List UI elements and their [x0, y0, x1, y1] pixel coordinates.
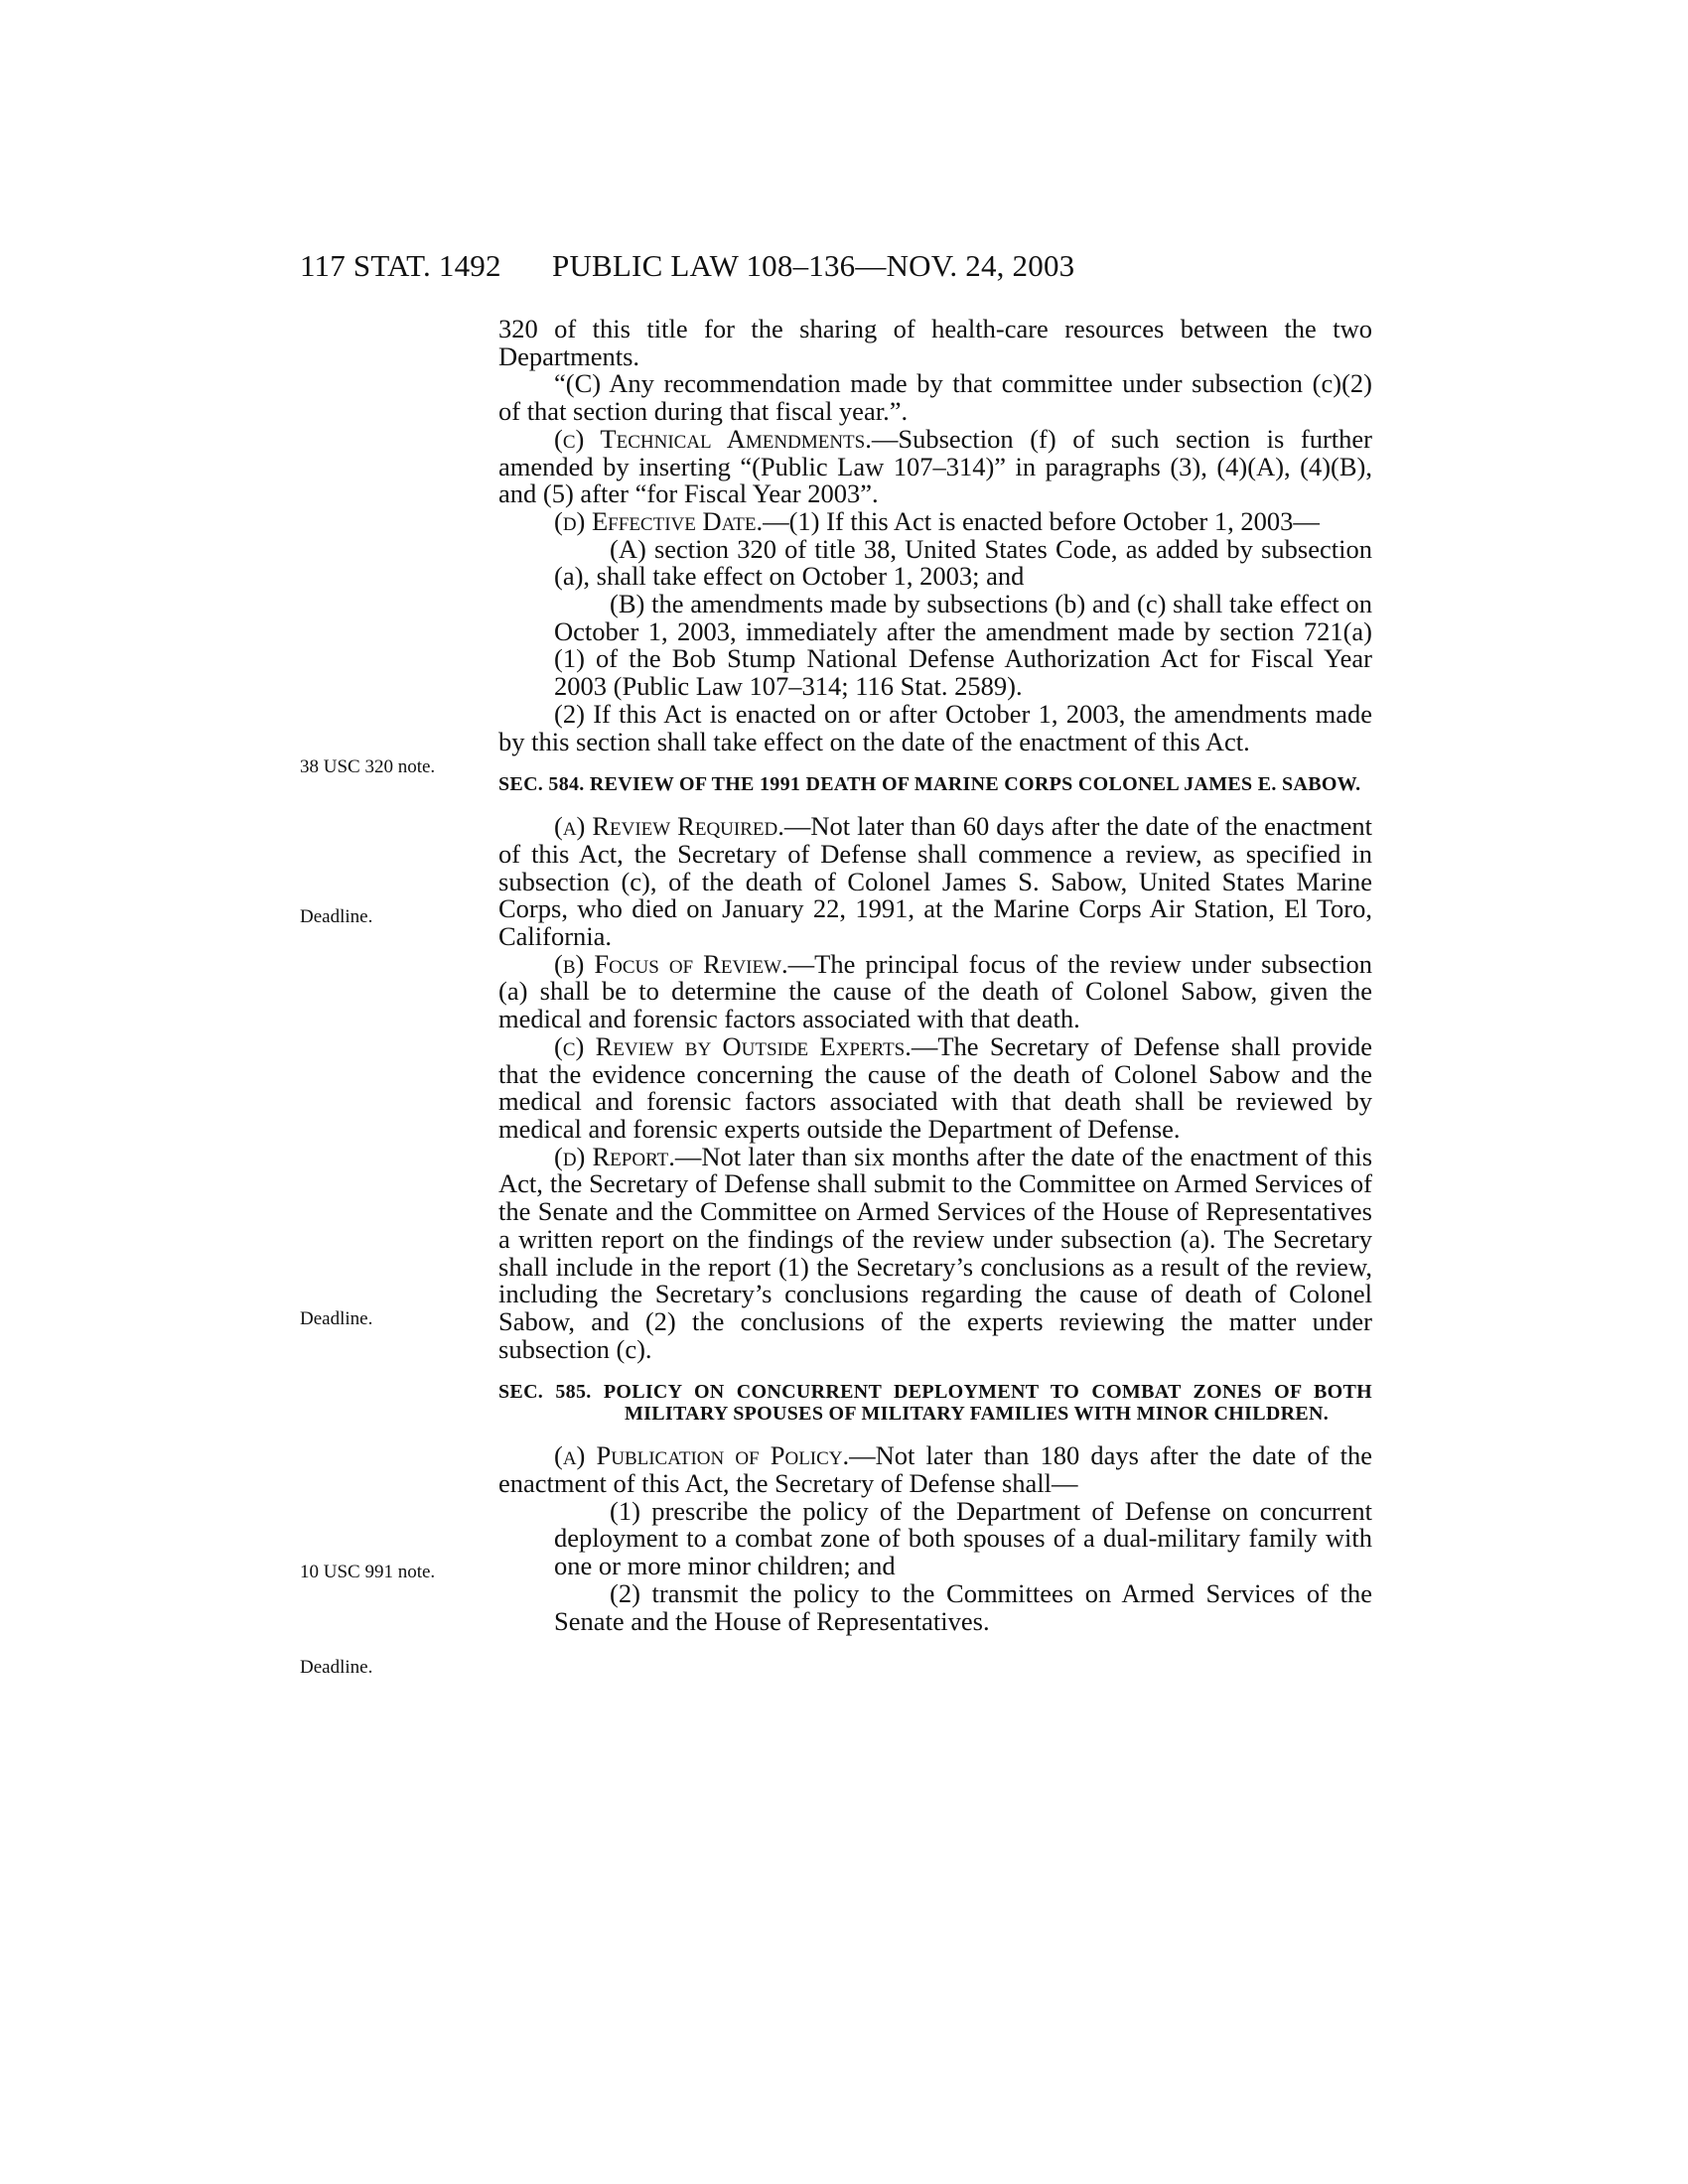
- subsection-heading: (a) Review Required.: [554, 811, 784, 842]
- paragraph: (2) transmit the policy to the Committees on Armed Services of the Senate and the House of Representatives.: [554, 1577, 1372, 1636]
- paragraph: (B) the amendments made by subsections (b) and (c) shall take effect on October 1, 2003, immediately after the amendment made by section 721(a)(1) of the Bob Stump National Defense Authorization Act for Fiscal Year 2003 (Public Law 107–314; 116 Stat. 2589).: [554, 589, 1372, 702]
- main-text-column: [498, 316, 1372, 1635]
- paragraph: [498, 505, 1372, 536]
- subsection-text: —(1) If this Act is enacted before October 1, 2003—: [763, 505, 1320, 536]
- subsection-text: —Not later than 60 days after the date of the enactment of this Act, the Secretary of Defense shall commence a review, as specified in subsection (c), of the death of Colonel James S. Sabow, United States Marine Corps, who died on January 22, 1991, at the Marine Corps Air Station, El Toro, California.: [498, 811, 1373, 952]
- section-heading-585: SEC. 585. POLICY ON CONCURRENT DEPLOYMENT TO COMBAT ZONES OF BOTH MILITARY SPOUSES OF MILITARY FAMILIES WITH MINOR CHILDREN.: [498, 1381, 1372, 1426]
- paragraph: “(C) Any recommendation made by that committee under subsection (c)(2) of that section during that fiscal year.”.: [498, 368, 1372, 427]
- paragraph: [498, 948, 1372, 1034]
- subsection-text: —Not later than six months after the date of the enactment of this Act, the Secretary of Defense shall submit to the Committee on Armed Services of the Senate and the Committee on Armed Services of the House of Representatives a written report on the findings of the review under subsection (a). The Secretary shall include in the report (1) the Secretary’s conclusions as a result of the review, including the Secretary’s conclusions regarding the cause of death of Colonel Sabow, and (2) the conclusions of the experts reviewing the matter under subsection (c).: [498, 1141, 1373, 1364]
- paragraph: (2) If this Act is enacted on or after October 1, 2003, the amendments made by this section shall take effect on the date of the enactment of this Act.: [498, 698, 1372, 756]
- subsection-heading: (b) Focus of Review.: [554, 948, 788, 979]
- subsection-heading: (d) Report.: [554, 1141, 675, 1171]
- subsection-heading: (a) Publication of Policy.: [554, 1440, 850, 1471]
- section-heading-584: SEC. 584. REVIEW OF THE 1991 DEATH OF MARINE CORPS COLONEL JAMES E. SABOW.: [498, 773, 1361, 796]
- paragraph: [498, 1442, 1372, 1497]
- subsection-text: —Subsection (f) of such section is further amended by inserting “(Public Law 107–314)” in paragraphs (3), (4)(A), (4)(B), and (5) after “for Fiscal Year 2003”.: [498, 423, 1373, 509]
- subsection-heading: (d) Effective Date.: [554, 505, 764, 536]
- margin-note-deadline: Deadline.: [300, 906, 373, 927]
- margin-note-deadline: Deadline.: [300, 1308, 373, 1329]
- paragraph: [498, 813, 1372, 951]
- subsection-text: —The Secretary of Defense shall provide that the evidence concerning the cause of the death of Colonel Sabow and the medical and forensic factors associated with that death shall be reviewed by medical and forensic experts outside the Department of Defense.: [498, 1030, 1372, 1144]
- margin-note-usc-991: 10 USC 991 note.: [300, 1562, 436, 1582]
- running-title: PUBLIC LAW 108–136—NOV. 24, 2003: [552, 248, 1075, 283]
- margin-note-deadline: Deadline.: [300, 1657, 373, 1678]
- subsection-heading: (c) Technical Amendments.: [554, 423, 872, 454]
- paragraph: (A) section 320 of title 38, United States Code, as added by subsection (a), shall take effect on October 1, 2003; and: [554, 533, 1372, 592]
- margin-note-usc-320: 38 USC 320 note.: [300, 756, 436, 777]
- paragraph: [498, 1141, 1373, 1364]
- paragraph: [498, 1030, 1372, 1144]
- page-header: [0, 248, 1688, 288]
- subsection-text: —Not later than 180 days after the date of the enactment of this Act, the Secretary of Defense shall—: [498, 1440, 1372, 1499]
- paragraph: 320 of this title for the sharing of health-care resources between the two Departments.: [498, 314, 1372, 371]
- paragraph: [498, 423, 1373, 509]
- subsection-text: —The principal focus of the review under subsection (a) shall be to determine the cause of the death of Colonel Sabow, given the medical and forensic factors associated with that death.: [498, 948, 1372, 1034]
- statute-page-number: 117 STAT. 1492: [300, 248, 501, 283]
- subsection-heading: (c) Review by Outside Experts.: [554, 1030, 912, 1061]
- paragraph: (1) prescribe the policy of the Department of Defense on concurrent deployment to a combat zone of both spouses of a dual-military family with one or more minor children; and: [554, 1495, 1372, 1581]
